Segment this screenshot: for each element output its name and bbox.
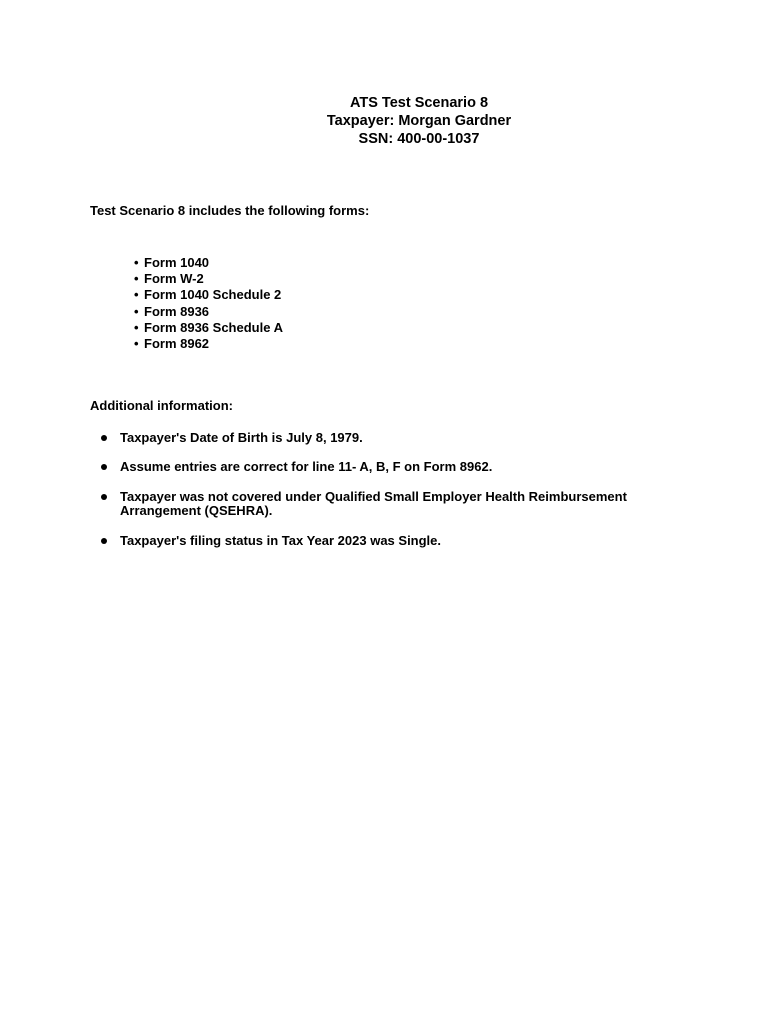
bullet-glyph: • xyxy=(134,303,139,319)
form-name: Form 1040 xyxy=(144,255,210,270)
bullet-dot-icon xyxy=(101,494,107,500)
bullet-glyph: • xyxy=(134,336,139,352)
bullet-dot-icon xyxy=(101,538,107,544)
form-list-item xyxy=(134,271,283,287)
additional-info-item xyxy=(101,490,661,518)
form-name: Form W-2 xyxy=(144,271,204,287)
bullet-glyph: • xyxy=(134,319,139,335)
additional-info-list xyxy=(101,431,661,548)
additional-info-item xyxy=(101,431,661,445)
bullet-dot-icon xyxy=(101,464,107,470)
additional-info-item xyxy=(101,460,661,474)
form-name: Form 8936 Schedule A xyxy=(144,319,283,335)
form-list-item xyxy=(134,320,283,336)
taxpayer-ssn: SSN: 400-00-1037 xyxy=(358,131,480,147)
taxpayer-name: Taxpayer: Morgan Gardner xyxy=(326,113,512,129)
form-name: Form 8936 xyxy=(144,303,210,319)
bullet-glyph: • xyxy=(134,287,139,303)
form-name: Form 8962 xyxy=(144,336,210,352)
form-list-item xyxy=(134,287,283,303)
additional-info-text: Assume entries are correct for line 11- A, B, F on Form 8962. xyxy=(120,459,493,474)
additional-info-text: Taxpayer was not covered under Qualified Small Employer Health Reimbursement Arrangement (QSEHRA). xyxy=(120,489,627,518)
additional-info-item xyxy=(101,534,661,548)
forms-intro: Test Scenario 8 includes the following forms: xyxy=(90,203,370,218)
additional-info-text: Taxpayer's filing status in Tax Year 2023 was Single. xyxy=(120,533,442,548)
form-name: Form 1040 Schedule 2 xyxy=(144,287,282,303)
forms-list xyxy=(134,255,283,352)
additional-info-title: Additional information: xyxy=(90,398,233,413)
additional-info-text: Taxpayer's Date of Birth is July 8, 1979. xyxy=(120,430,363,445)
bullet-glyph: • xyxy=(134,255,139,270)
form-list-item xyxy=(134,304,283,320)
form-list-item xyxy=(134,255,283,271)
form-list-item xyxy=(134,336,283,352)
bullet-glyph: • xyxy=(134,271,139,287)
bullet-dot-icon xyxy=(101,435,107,441)
scenario-title: ATS Test Scenario 8 xyxy=(349,95,489,111)
document-header xyxy=(0,94,770,148)
